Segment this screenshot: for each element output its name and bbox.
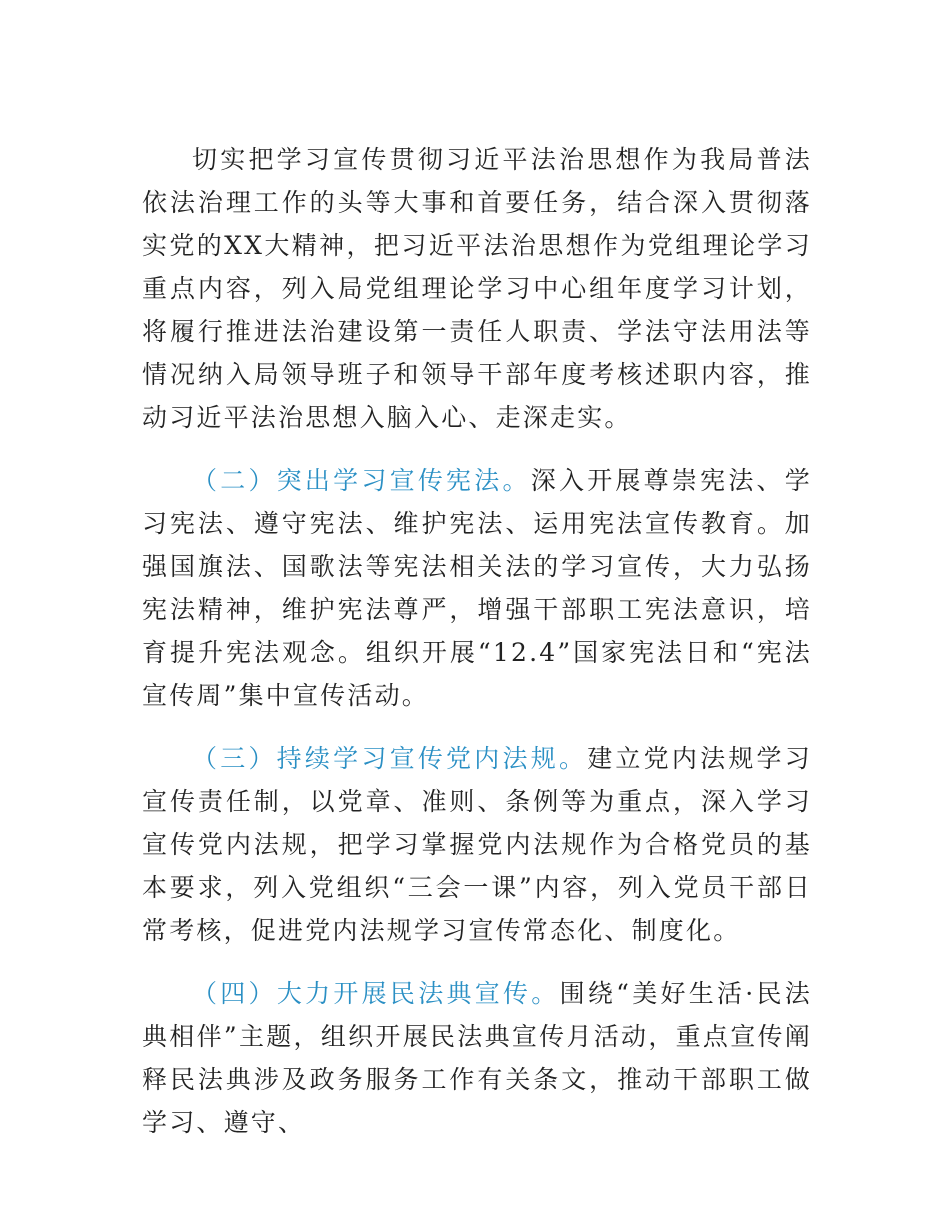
document-body (142, 138, 812, 1144)
section-heading: （四）大力开展民法典宣传。 (192, 979, 560, 1008)
paragraph-section-2 (142, 459, 812, 717)
paragraph-intro (142, 138, 812, 439)
paragraph-body: 深入开展尊崇宪法、学习宪法、遵守宪法、维护宪法、运用宪法宣传教育。加强国旗法、国歌法等宪法相关法的学习宣传，大力弘扬宪法精神，维护宪法尊严，增强干部职工宪法意识，培育提升宪法观念。组织开展“12.4”国家宪法日和“宪法宣传周”集中宣传活动。 (142, 466, 812, 710)
paragraph-body: 建立党内法规学习宣传责任制，以党章、准则、条例等为重点，深入学习宣传党内法规，把学习掌握党内法规作为合格党员的基本要求，列入党组织“三会一课”内容，列入党员干部日常考核，促进党内法规学习宣传常态化、制度化。 (142, 744, 812, 945)
paragraph-section-4 (142, 972, 812, 1144)
section-heading: （二）突出学习宣传宪法。 (192, 466, 531, 495)
section-heading: （三）持续学习宣传党内法规。 (192, 744, 588, 773)
paragraph-body: 围绕“美好生活·民法典相伴”主题，组织开展民法典宣传月活动，重点宣传阐释民法典涉及政务服务工作有关条文，推动干部职工做学习、遵守、 (142, 979, 812, 1137)
paragraph-body: 切实把学习宣传贯彻习近平法治思想作为我局普法依法治理工作的头等大事和首要任务，结合深入贯彻落实党的XX大精神，把习近平法治思想作为党组理论学习重点内容，列入局党组理论学习中心组年度学习计划，将履行推进法治建设第一责任人职责、学法守法用法等情况纳入局领导班子和领导干部年度考核述职内容，推动习近平法治思想入脑入心、走深走实。 (142, 145, 812, 432)
paragraph-section-3 (142, 737, 812, 952)
